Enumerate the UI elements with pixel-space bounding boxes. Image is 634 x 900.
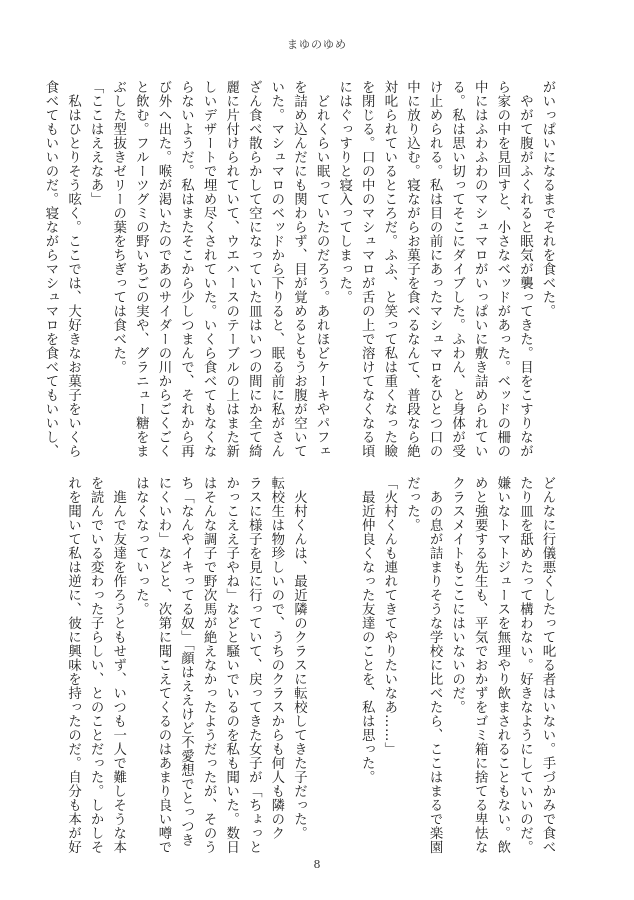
text-line: を閉じる。口の中のマシュマロが舌の上で溶けてなくなる頃 [359,80,375,458]
text-line: クラスメイトもここにはいないのだ。 [449,476,465,714]
text-line: やがて腹がふくれると眠気が襲ってきた。目をこすりなが [517,80,533,458]
text-line: にはぐっすりと寝入ってしまった。 [336,80,352,304]
text-line: はなくなっていった。 [133,476,149,616]
text-line: 最近仲良くなった友達のことを、私は思った。 [359,476,375,784]
text-line: れを聞いて私は逆に、彼に興味を持ったのだ。自分も本が好 [65,476,81,854]
text-line: はそんな調子で野次馬が絶えなかったようだったが、そのう [201,476,217,854]
page-number: 8 [313,858,321,871]
text-line: ぶした型抜きゼリーの葉をちぎっては食べた。 [110,80,126,374]
text-line: めと強要する先生も、平気でおかずをゴミ箱に捨てる卑怯な [472,476,488,854]
text-line: ら家の中を見回すと、小さなベッドがあった。ベッドの柵の [494,80,510,458]
text-line: ざん食べ散らかして空になっていた皿はいつの間にか全て綺 [246,80,262,458]
text-line: たり皿を舐めたって構わない。好きなようにしていいのだ。 [517,476,533,854]
text-line: らないようだ。私はまたそこから少しつまんで、それから再 [178,80,194,458]
text-line: 火村くんは、最近隣のクラスに転校してきた子だった。 [291,476,307,840]
text-line: ち「なんやイキってる奴」「顔はええけど不愛想でとっつき [178,476,194,848]
text-line: 私はひとりそう呟く。ここでは、大好きなお菓子をいくら [65,80,81,458]
text-line: を詰め込んだにも関わらず、目が覚めるともうお腹が空いて [291,80,307,458]
text-line: を読んでいる変わった子らしい、とのことだった。しかしそ [88,476,104,854]
text-line: び外へ出た。喉が渇いたのであのサイダーの川からごくごく [155,80,171,458]
text-line: 進んで友達を作ろうともせず、いつも一人で難しそうな本 [110,476,126,854]
text-line [332,476,355,834]
text-line: 嫌いなトマトジュースを無理やり飲まされることもない。飲 [494,476,510,854]
text-line: いた。マシュマロのベッドから下りると、眠る前に私がさん [268,80,284,458]
text-line: 対叱られているところだ。ふふ、と笑って私は重くなった瞼 [381,80,397,458]
text-block-bottom [65,476,558,854]
text-line: と飲む。フルーツグミの野いちごの実や、グラニュー糖をま [133,80,149,458]
text-line: け止められる。私は目の前にあったマシュマロをひとつ口の [427,80,443,458]
text-block-top [42,80,558,458]
text-line: かっこええ子やね」などと騒いでいるのを私も聞いた。数日 [223,476,239,854]
text-line: 中に放り込む。寝ながらお菓子を食べるなんて、普段なら絶 [404,80,420,458]
text-line: 麗に片付けられていて、ウエハースのテーブルの上はまた新 [223,80,239,458]
text-line: 転校生は物珍しいので、うちのクラスからも何人も隣のク [268,476,284,840]
text-line: る。私は思い切ってそこにダイブした。ふわん、と身体が受 [449,80,465,458]
text-line: だった。 [404,476,420,532]
text-line: 「ここはええなあ」 [88,80,104,206]
text-line: がいっぱいになるまでそれを食べた。 [540,80,555,318]
text-line: どんなに行儀悪くしたって叱る者はいない。手づかみで食べ [540,476,555,854]
text-line: しいデザートで埋め尽くされていた。いくら食べてもなくな [201,80,217,458]
text-line: ラスに様子を見に行っていて、戻ってきた女子が「ちょっと [246,476,262,854]
text-line: あの息が詰まりそうな学校に比べたら、ここはまるで楽園 [427,476,443,854]
text-line [309,476,332,834]
text-line: にくいわ」などと、次第に聞こえてくるのはあまり良い噂で [155,476,171,854]
text-line: 食べてもいいのだ。寝ながらマシュマロを食べてもいいし、 [42,80,58,458]
running-header: まゆのゆめ [287,38,347,51]
text-line: どれくらい眠っていたのだろう。あれほどケーキやパフェ [314,80,330,458]
text-line: 「火村くんも連れてきてやりたいなあ……」 [381,476,397,756]
text-line: 中にはふわふわのマシュマロがいっぱいに敷き詰められてい [472,80,488,458]
